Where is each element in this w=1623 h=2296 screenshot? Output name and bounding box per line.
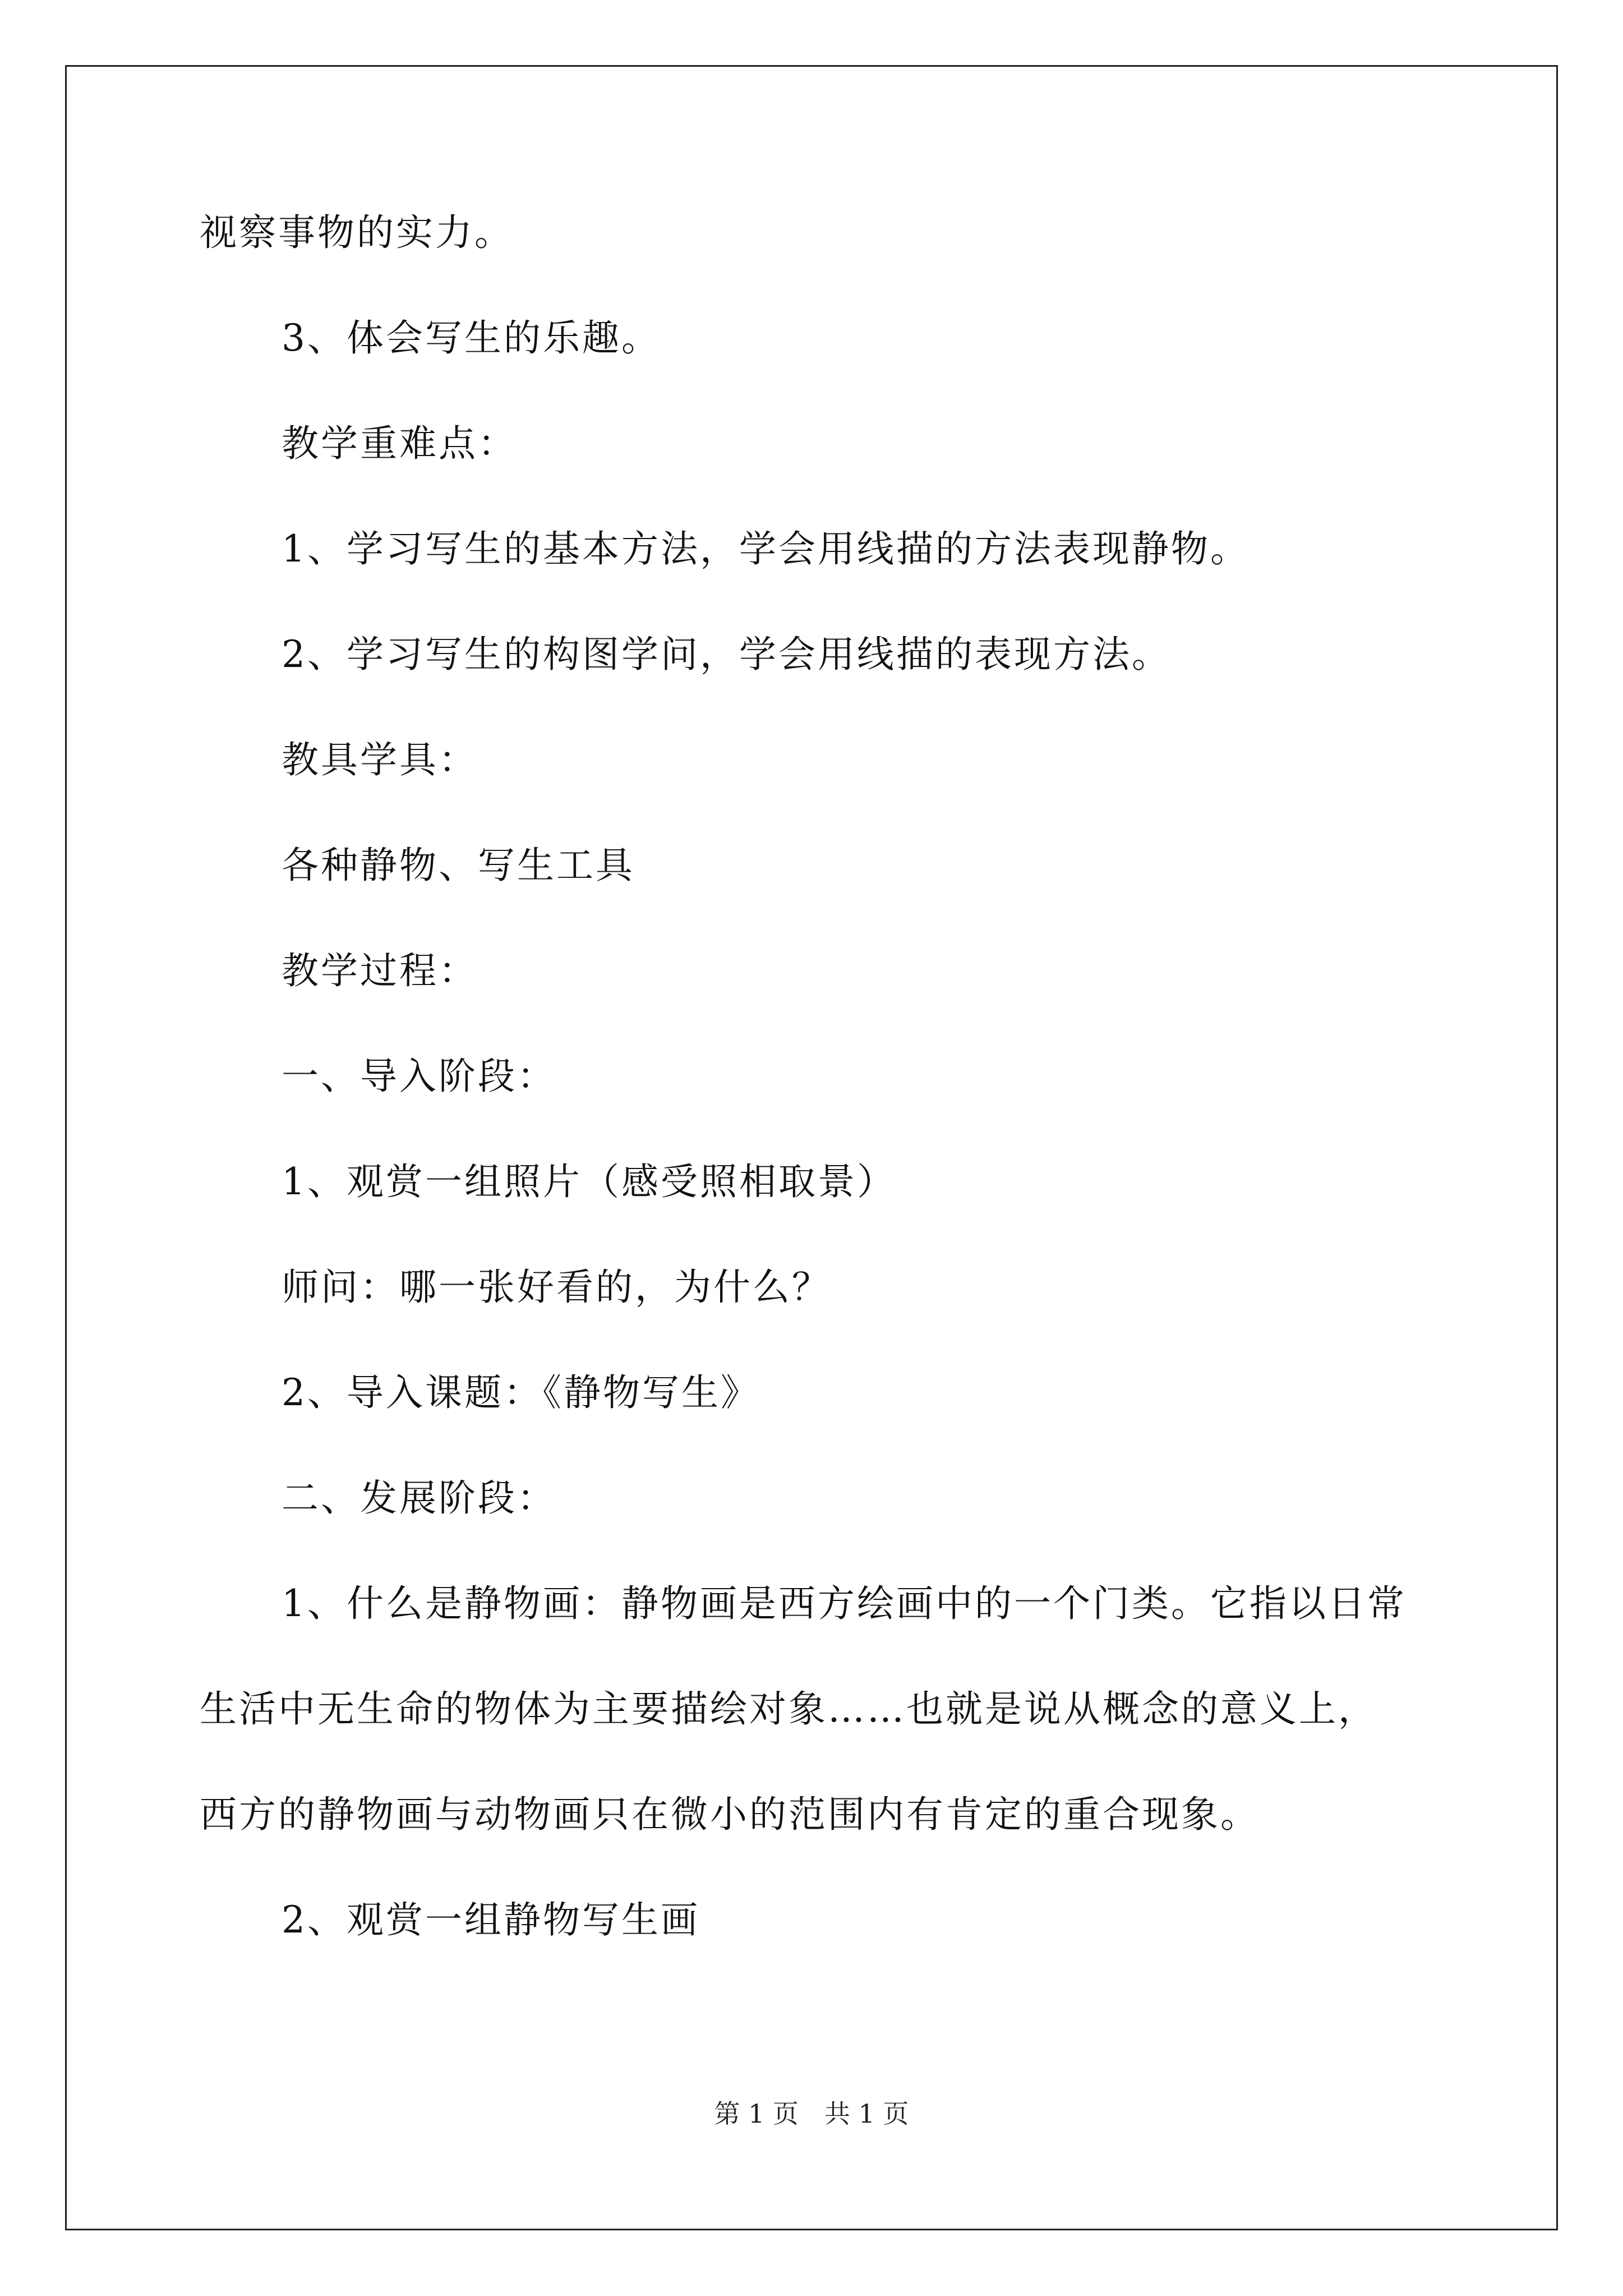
text-line: 师问：哪一张好看的，为什么？ <box>282 1266 831 1309</box>
page-number-footer: 第 1 页 共 1 页 <box>714 2099 909 2129</box>
text-line: 1、什么是静物画：静物画是西方绘画中的一个门类。它指以日常 <box>282 1582 1407 1625</box>
text-line: 2、导入课题：《静物写生》 <box>282 1371 760 1414</box>
text-line: 2、观赏一组静物写生画 <box>282 1898 700 1941</box>
text-line: 1、学习写生的基本方法，学会用线描的方法表现静物。 <box>282 527 1249 570</box>
text-line: 1、观赏一组照片（感受照相取景） <box>282 1160 896 1203</box>
text-line: 2、学习写生的构图学问，学会用线描的表现方法。 <box>282 633 1171 676</box>
text-line: 视察事物的实力。 <box>200 211 514 254</box>
text-line: 教具学具： <box>282 738 478 781</box>
text-line: 3、体会写生的乐趣。 <box>282 316 661 360</box>
text-line: 教学重难点： <box>282 422 517 465</box>
text-line: 一、导入阶段： <box>282 1055 556 1098</box>
text-line: 各种静物、写生工具 <box>282 844 635 887</box>
text-line: 生活中无生命的物体为主要描绘对象……也就是说从概念的意义上， <box>200 1687 1377 1731</box>
text-line: 教学过程： <box>282 949 478 992</box>
text-line: 西方的静物画与动物画只在微小的范围内有肯定的重合现象。 <box>200 1793 1260 1836</box>
text-line: 二、发展阶段： <box>282 1476 556 1520</box>
